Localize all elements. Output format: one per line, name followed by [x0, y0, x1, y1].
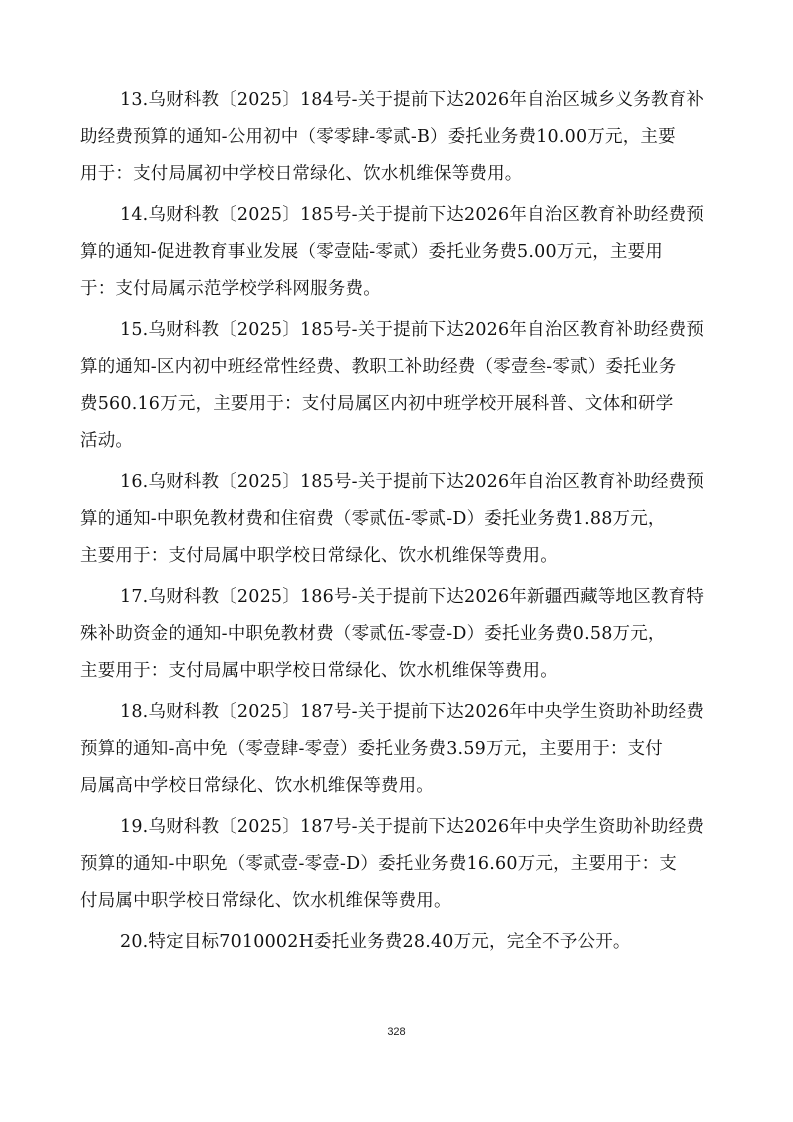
paragraph-line: 助经费预算的通知-公用初中（零零肆-零贰-B）委托业务费10.00万元，主要 [80, 127, 676, 147]
paragraph-line: 局属高中学校日常绿化、饮水机维保等费用。 [80, 776, 434, 796]
paragraph-line: 15.乌财科教〔2025〕185号-关于提前下达2026年自治区教育补助经费预 [120, 320, 705, 340]
paragraph-line: 17.乌财科教〔2025〕186号-关于提前下达2026年新疆西藏等地区教育特 [120, 587, 705, 607]
paragraph-line: 预算的通知-中职免（零贰壹-零壹-D）委托业务费16.60万元，主要用于：支 [80, 854, 677, 874]
paragraph-line: 算的通知-中职免教材费和住宿费（零贰伍-零贰-D）委托业务费1.88万元， [80, 509, 666, 529]
page-number: 328 [387, 1026, 406, 1038]
paragraph-line: 费560.16万元，主要用于：支付局属区内初中班学校开展科普、文体和研学 [80, 394, 674, 414]
paragraph-line: 算的通知-促进教育事业发展（零壹陆-零贰）委托业务费5.00万元，主要用 [80, 242, 663, 262]
paragraph-line: 算的通知-区内初中班经常性经费、教职工补助经费（零壹叁-零贰）委托业务 [80, 357, 677, 377]
paragraph-line: 活动。 [80, 431, 134, 451]
paragraph-line: 主要用于：支付局属中职学校日常绿化、饮水机维保等费用。 [80, 546, 558, 566]
paragraph-line: 16.乌财科教〔2025〕185号-关于提前下达2026年自治区教育补助经费预 [120, 472, 705, 492]
paragraph-line: 14.乌财科教〔2025〕185号-关于提前下达2026年自治区教育补助经费预 [120, 205, 705, 225]
paragraph-line: 用于：支付局属初中学校日常绿化、饮水机维保等费用。 [80, 164, 523, 184]
paragraph-line: 18.乌财科教〔2025〕187号-关于提前下达2026年中央学生资助补助经费 [120, 702, 705, 722]
paragraph-line: 13.乌财科教〔2025〕184号-关于提前下达2026年自治区城乡义务教育补 [120, 90, 705, 110]
paragraph-line: 19.乌财科教〔2025〕187号-关于提前下达2026年中央学生资助补助经费 [120, 817, 705, 837]
paragraph-line: 20.特定目标7010002H委托业务费28.40万元，完全不予公开。 [120, 932, 631, 952]
paragraph-line: 殊补助资金的通知-中职免教材费（零贰伍-零壹-D）委托业务费0.58万元， [80, 624, 666, 644]
paragraph-line: 付局属中职学校日常绿化、饮水机维保等费用。 [80, 891, 452, 911]
paragraph-line: 主要用于：支付局属中职学校日常绿化、饮水机维保等费用。 [80, 661, 558, 681]
paragraph-line: 预算的通知-高中免（零壹肆-零壹）委托业务费3.59万元，主要用于：支付 [80, 739, 663, 759]
paragraph-line: 于：支付局属示范学校学科网服务费。 [80, 279, 381, 299]
